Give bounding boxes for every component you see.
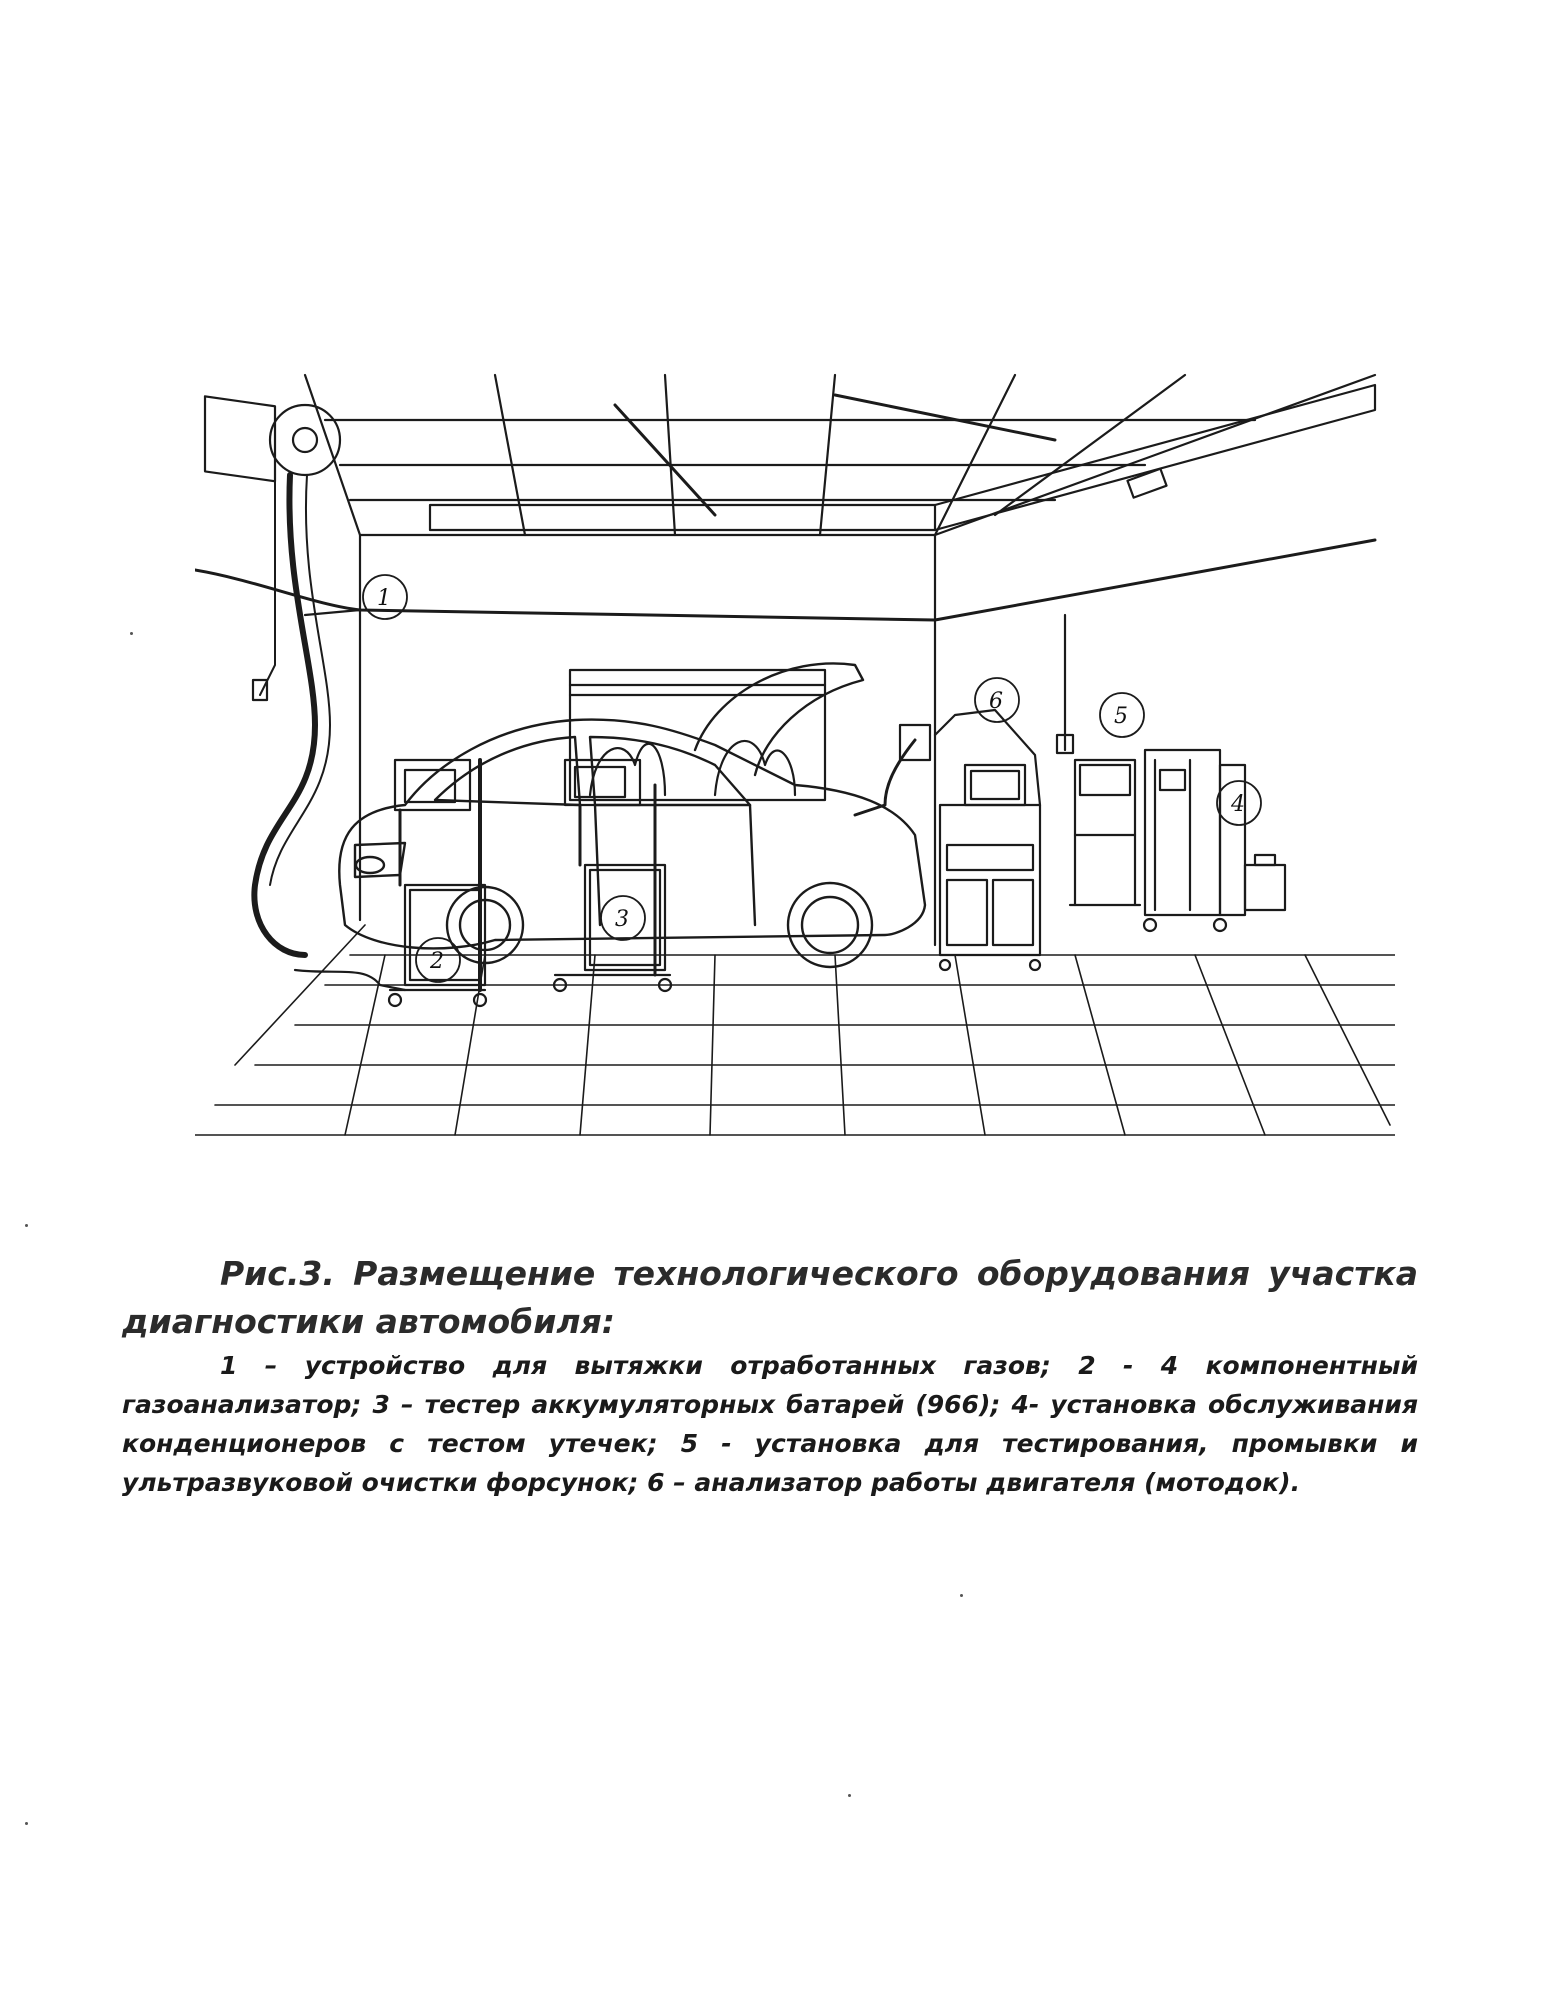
floor-tiles bbox=[195, 925, 1395, 1135]
callout-2: 2 bbox=[430, 949, 444, 974]
walls bbox=[195, 540, 1375, 945]
callout-3: 3 bbox=[615, 907, 629, 932]
caption-legend: 1 – устройство для вытяжки отработанных газов; 2 - 4 компонентный газоанализатор; 3 – тестер аккумуляторных батарей (966); 4- установка обслуживания конденционеров с тестом утечек; 5 - установка для тестирования, промывки и ультразвуковой очистки форсунок; 6 – анализатор работы двигателя (мотодок). bbox=[122, 1351, 1418, 1497]
callout-1: 1 bbox=[377, 586, 391, 611]
engine-analyzer-cart bbox=[855, 710, 1040, 970]
ceiling bbox=[305, 375, 1375, 615]
ac-service-station bbox=[1144, 750, 1285, 931]
callout-4: 4 bbox=[1231, 792, 1245, 817]
scan-speck bbox=[130, 632, 133, 635]
car bbox=[339, 663, 925, 967]
scan-speck bbox=[848, 1794, 851, 1797]
callout-6: 6 bbox=[989, 689, 1003, 714]
scan-speck bbox=[25, 1224, 28, 1227]
battery-tester-cart bbox=[554, 760, 671, 991]
caption-title: Рис.3. Размещение технологического оборудования участка диагностики автомобиля: bbox=[122, 1254, 1418, 1341]
exhaust-extractor bbox=[205, 396, 340, 955]
figure-caption bbox=[122, 1250, 1418, 1502]
callouts bbox=[363, 575, 1261, 982]
callout-5: 5 bbox=[1114, 704, 1128, 729]
injector-cleaning-unit bbox=[1057, 615, 1140, 905]
scan-speck bbox=[25, 1822, 28, 1825]
workshop-illustration bbox=[195, 365, 1395, 1155]
scan-speck bbox=[960, 1594, 963, 1597]
